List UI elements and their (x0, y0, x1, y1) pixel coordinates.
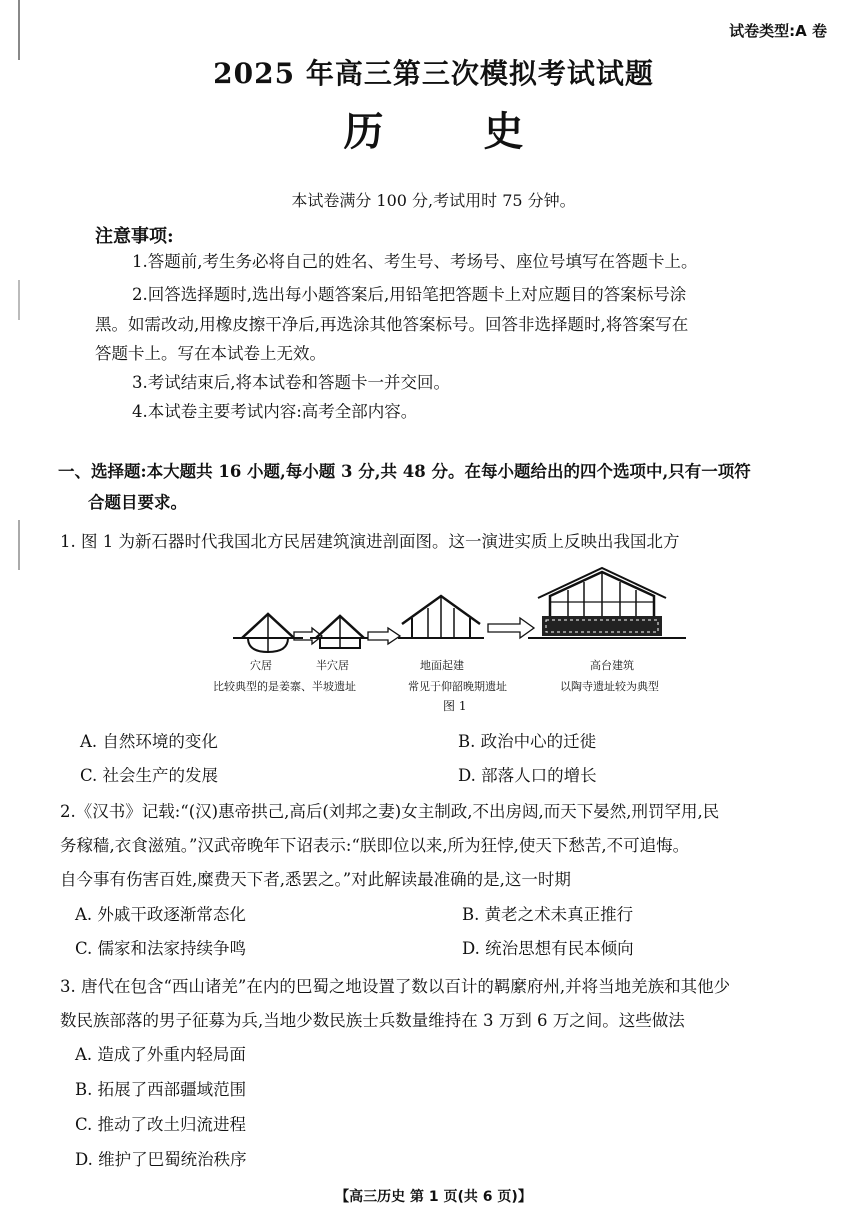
q1-option-d: D. 部落人口的增长 (458, 766, 597, 785)
exam-title: 2025 年高三第三次模拟考试试题 (213, 57, 654, 90)
question-3-stem: 数民族部落的男子征募为兵,当地少数民族士兵数量维持在 3 万到 6 万之间。这些做法 (60, 1011, 685, 1030)
figure-1-house-evolution (228, 566, 690, 658)
q2-option-a: A. 外戚干政逐渐常态化 (75, 905, 246, 924)
subject-title (0, 100, 867, 157)
question-2-stem: 2.《汉书》记载:“(汉)惠帝拱己,高后(刘邦之妻)女主制政,不出房闼,而天下晏然,刑罚罕用,民 (60, 802, 720, 821)
pit-dwelling-drawing (233, 614, 303, 652)
question-3-stem: 3. 唐代在包含“西山诸羌”在内的巴蜀之地设置了数以百计的羁縻府州,并将当地羌族和其他少 (60, 977, 731, 996)
q1-option-a: A. 自然环境的变化 (80, 732, 218, 751)
figure-stage-name: 穴居 (250, 659, 272, 672)
semi-pit-dwelling-drawing (310, 616, 368, 648)
figure-stage-name: 地面起建 (420, 659, 464, 672)
arrow-icon (368, 628, 400, 644)
page-footer: 【高三历史 第 1 页(共 6 页)】 (335, 1189, 532, 1205)
section-heading: 一、选择题:本大题共 16 小题,每小题 3 分,共 48 分。在每小题给出的四个选项中,只有一项符 (58, 462, 751, 481)
binding-margin-mark (18, 0, 20, 60)
ground-house-drawing (398, 596, 484, 638)
notice-line: 2.回答选择题时,选出每小题答案后,用铅笔把答题卡上对应题目的答案标号涂 (132, 285, 687, 304)
q3-option-b: B. 拓展了西部疆域范围 (75, 1080, 247, 1099)
subject-char: 史 (483, 108, 524, 155)
q2-option-c: C. 儒家和法家持续争鸣 (75, 939, 247, 958)
notice-heading: 注意事项: (95, 226, 174, 247)
notice-line: 黑。如需改动,用橡皮擦干净后,再选涂其他答案标号。回答非选择题时,将答案写在 (95, 315, 689, 334)
subject-char: 历 (343, 108, 384, 155)
score-time-line: 本试卷满分 100 分,考试用时 75 分钟。 (291, 191, 576, 210)
figure-stage-name: 半穴居 (316, 659, 349, 672)
figure-stage-name: 高台建筑 (590, 659, 634, 672)
binding-margin-mark (18, 520, 20, 570)
figure-stage-note: 常见于仰韶晚期遗址 (408, 680, 507, 693)
q1-option-b: B. 政治中心的迁徙 (458, 732, 597, 751)
notice-line: 答题卡上。写在本试卷上无效。 (95, 344, 326, 363)
binding-margin-mark (18, 280, 20, 320)
q3-option-c: C. 推动了改土归流进程 (75, 1115, 247, 1134)
notice-line: 1.答题前,考生务必将自己的姓名、考生号、考场号、座位号填写在答题卡上。 (132, 252, 698, 271)
section-heading-cont: 合题目要求。 (88, 493, 187, 512)
question-1-stem: 1. 图 1 为新石器时代我国北方民居建筑演进剖面图。这一演进实质上反映出我国北方 (60, 532, 680, 551)
figure-stage-note: 以陶寺遗址较为典型 (560, 680, 659, 693)
q3-option-a: A. 造成了外重内轻局面 (75, 1045, 246, 1064)
figure-caption: 图 1 (443, 699, 467, 713)
q1-option-c: C. 社会生产的发展 (80, 766, 219, 785)
question-2-stem: 务稼穑,衣食滋殖。”汉武帝晚年下诏表示:“朕即位以来,所为狂悖,使天下愁苦,不可追悔。 (60, 836, 690, 855)
arrow-icon (488, 618, 534, 638)
q3-option-d: D. 维护了巴蜀统治秩序 (75, 1150, 247, 1169)
notice-line: 3.考试结束后,将本试卷和答题卡一并交回。 (132, 373, 450, 392)
q2-option-b: B. 黄老之术未真正推行 (462, 905, 634, 924)
notice-line: 4.本试卷主要考试内容:高考全部内容。 (132, 402, 418, 421)
question-2-stem: 自今事有伤害百姓,糜费天下者,悉罢之。”对此解读最准确的是,这一时期 (60, 870, 571, 889)
q2-option-d: D. 统治思想有民本倾向 (462, 939, 634, 958)
figure-stage-note: 比较典型的是姜寨、半坡遗址 (213, 680, 356, 693)
paper-type-label: 试卷类型:A 卷 (729, 22, 827, 40)
platform-building-drawing (528, 568, 686, 638)
